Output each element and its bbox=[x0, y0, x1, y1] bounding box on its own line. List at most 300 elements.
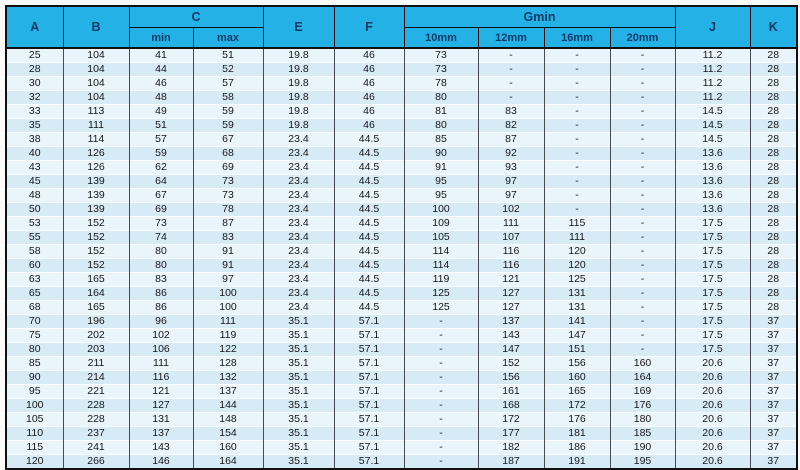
cell: 11.2 bbox=[675, 48, 750, 63]
table-row bbox=[6, 161, 797, 175]
cell: 95 bbox=[6, 385, 63, 399]
cell: 58 bbox=[193, 91, 263, 105]
col-header-f: F bbox=[334, 6, 404, 48]
cell: 83 bbox=[129, 273, 193, 287]
cell: 104 bbox=[63, 77, 129, 91]
cell: - bbox=[610, 329, 675, 343]
cell: 57.1 bbox=[334, 371, 404, 385]
table-row bbox=[6, 343, 797, 357]
cell: 50 bbox=[6, 203, 63, 217]
cell: 55 bbox=[6, 231, 63, 245]
cell: 44.5 bbox=[334, 245, 404, 259]
cell: 82 bbox=[478, 119, 544, 133]
cell: 100 bbox=[193, 301, 263, 315]
cell: 28 bbox=[750, 259, 797, 273]
cell: - bbox=[610, 189, 675, 203]
cell: - bbox=[404, 343, 478, 357]
cell: 35.1 bbox=[263, 441, 334, 455]
cell: 35.1 bbox=[263, 357, 334, 371]
cell: 139 bbox=[63, 189, 129, 203]
cell: 19.8 bbox=[263, 63, 334, 77]
cell: 228 bbox=[63, 399, 129, 413]
table-row bbox=[6, 455, 797, 470]
col-header-g-12mm: 12mm bbox=[478, 28, 544, 49]
cell: - bbox=[610, 48, 675, 63]
cell: 23.4 bbox=[263, 245, 334, 259]
cell: 13.6 bbox=[675, 203, 750, 217]
cell: 114 bbox=[404, 259, 478, 273]
cell: 28 bbox=[750, 231, 797, 245]
cell: - bbox=[404, 441, 478, 455]
cell: - bbox=[610, 133, 675, 147]
cell: 11.2 bbox=[675, 91, 750, 105]
cell: - bbox=[610, 105, 675, 119]
cell: 80 bbox=[404, 119, 478, 133]
cell: 28 bbox=[750, 217, 797, 231]
cell: 41 bbox=[129, 48, 193, 63]
cell: 57.1 bbox=[334, 315, 404, 329]
cell: 14.5 bbox=[675, 133, 750, 147]
cell: 11.2 bbox=[675, 63, 750, 77]
cell: 44.5 bbox=[334, 147, 404, 161]
cell: 46 bbox=[334, 48, 404, 63]
cell: - bbox=[404, 399, 478, 413]
cell: 23.4 bbox=[263, 147, 334, 161]
cell: 37 bbox=[750, 343, 797, 357]
cell: 191 bbox=[544, 455, 610, 470]
cell: 137 bbox=[478, 315, 544, 329]
cell: 97 bbox=[193, 273, 263, 287]
cell: 28 bbox=[750, 175, 797, 189]
cell: - bbox=[544, 147, 610, 161]
cell: 44.5 bbox=[334, 133, 404, 147]
cell: 59 bbox=[193, 105, 263, 119]
table-row bbox=[6, 63, 797, 77]
cell: 20.6 bbox=[675, 455, 750, 470]
cell: 37 bbox=[750, 455, 797, 470]
table-row bbox=[6, 329, 797, 343]
cell: 19.8 bbox=[263, 119, 334, 133]
cell: 104 bbox=[63, 63, 129, 77]
cell: 139 bbox=[63, 175, 129, 189]
cell: 67 bbox=[193, 133, 263, 147]
table-row bbox=[6, 357, 797, 371]
cell: 48 bbox=[129, 91, 193, 105]
cell: 13.6 bbox=[675, 161, 750, 175]
cell: 86 bbox=[129, 287, 193, 301]
cell: 49 bbox=[129, 105, 193, 119]
cell: 90 bbox=[404, 147, 478, 161]
cell: - bbox=[610, 119, 675, 133]
cell: 96 bbox=[129, 315, 193, 329]
col-header-e: E bbox=[263, 6, 334, 48]
col-header-c-max: max bbox=[193, 28, 263, 49]
cell: 44.5 bbox=[334, 161, 404, 175]
table-row bbox=[6, 147, 797, 161]
cell: 92 bbox=[478, 147, 544, 161]
col-header-gmin: Gmin bbox=[404, 6, 675, 28]
cell: 266 bbox=[63, 455, 129, 470]
cell: 60 bbox=[6, 259, 63, 273]
cell: - bbox=[404, 329, 478, 343]
cell: 114 bbox=[404, 245, 478, 259]
cell: 121 bbox=[129, 385, 193, 399]
table-row bbox=[6, 119, 797, 133]
cell: 95 bbox=[404, 189, 478, 203]
cell: 45 bbox=[6, 175, 63, 189]
cell: 35.1 bbox=[263, 385, 334, 399]
cell: 35.1 bbox=[263, 343, 334, 357]
cell: - bbox=[544, 105, 610, 119]
cell: 111 bbox=[478, 217, 544, 231]
cell: 109 bbox=[404, 217, 478, 231]
cell: 32 bbox=[6, 91, 63, 105]
cell: 23.4 bbox=[263, 231, 334, 245]
cell: 119 bbox=[404, 273, 478, 287]
cell: 80 bbox=[129, 259, 193, 273]
cell: 91 bbox=[404, 161, 478, 175]
cell: 23.4 bbox=[263, 273, 334, 287]
cell: 23.4 bbox=[263, 301, 334, 315]
cell: 176 bbox=[544, 413, 610, 427]
cell: 181 bbox=[544, 427, 610, 441]
cell: 86 bbox=[129, 301, 193, 315]
cell: 57.1 bbox=[334, 329, 404, 343]
cell: - bbox=[610, 217, 675, 231]
cell: - bbox=[610, 231, 675, 245]
cell: 17.5 bbox=[675, 301, 750, 315]
cell: 20.6 bbox=[675, 385, 750, 399]
cell: - bbox=[544, 189, 610, 203]
cell: 102 bbox=[478, 203, 544, 217]
cell: 131 bbox=[129, 413, 193, 427]
cell: 28 bbox=[750, 133, 797, 147]
cell: 73 bbox=[193, 189, 263, 203]
cell: 91 bbox=[193, 245, 263, 259]
cell: 114 bbox=[63, 133, 129, 147]
cell: 17.5 bbox=[675, 315, 750, 329]
cell: 120 bbox=[544, 259, 610, 273]
cell: 57 bbox=[193, 77, 263, 91]
cell: 37 bbox=[750, 413, 797, 427]
cell: 143 bbox=[478, 329, 544, 343]
cell: 172 bbox=[478, 413, 544, 427]
cell: 152 bbox=[478, 357, 544, 371]
table-row bbox=[6, 48, 797, 63]
table-row bbox=[6, 217, 797, 231]
cell: - bbox=[404, 315, 478, 329]
cell: - bbox=[610, 315, 675, 329]
table-body bbox=[6, 48, 797, 469]
cell: 106 bbox=[129, 343, 193, 357]
cell: 23.4 bbox=[263, 133, 334, 147]
cell: 28 bbox=[750, 105, 797, 119]
cell: 116 bbox=[478, 259, 544, 273]
cell: - bbox=[404, 371, 478, 385]
cell: 93 bbox=[478, 161, 544, 175]
cell: 35.1 bbox=[263, 329, 334, 343]
col-header-g-20mm: 20mm bbox=[610, 28, 675, 49]
table-row bbox=[6, 77, 797, 91]
cell: 20.6 bbox=[675, 399, 750, 413]
cell: 152 bbox=[63, 259, 129, 273]
cell: 105 bbox=[404, 231, 478, 245]
cell: - bbox=[544, 119, 610, 133]
cell: 176 bbox=[610, 399, 675, 413]
cell: 119 bbox=[193, 329, 263, 343]
cell: 64 bbox=[129, 175, 193, 189]
col-header-c-min: min bbox=[129, 28, 193, 49]
cell: - bbox=[544, 48, 610, 63]
table-row bbox=[6, 385, 797, 399]
cell: - bbox=[404, 385, 478, 399]
cell: 17.5 bbox=[675, 287, 750, 301]
cell: 73 bbox=[404, 63, 478, 77]
cell: 85 bbox=[404, 133, 478, 147]
cell: 40 bbox=[6, 147, 63, 161]
table-row bbox=[6, 245, 797, 259]
cell: 35.1 bbox=[263, 371, 334, 385]
cell: - bbox=[610, 175, 675, 189]
cell: - bbox=[544, 161, 610, 175]
cell: 164 bbox=[63, 287, 129, 301]
cell: - bbox=[610, 259, 675, 273]
cell: 51 bbox=[129, 119, 193, 133]
cell: 237 bbox=[63, 427, 129, 441]
cell: 120 bbox=[544, 245, 610, 259]
cell: 113 bbox=[63, 105, 129, 119]
cell: - bbox=[610, 161, 675, 175]
table-row bbox=[6, 427, 797, 441]
table-row bbox=[6, 413, 797, 427]
cell: 115 bbox=[544, 217, 610, 231]
cell: 37 bbox=[750, 385, 797, 399]
cell: 160 bbox=[544, 371, 610, 385]
cell: 20.6 bbox=[675, 413, 750, 427]
cell: 17.5 bbox=[675, 231, 750, 245]
col-header-g-16mm: 16mm bbox=[544, 28, 610, 49]
cell: 28 bbox=[750, 91, 797, 105]
cell: 13.6 bbox=[675, 189, 750, 203]
cell: 13.6 bbox=[675, 147, 750, 161]
cell: 23.4 bbox=[263, 259, 334, 273]
cell: 165 bbox=[63, 301, 129, 315]
cell: 57.1 bbox=[334, 357, 404, 371]
cell: - bbox=[404, 455, 478, 470]
cell: 143 bbox=[129, 441, 193, 455]
cell: 73 bbox=[193, 175, 263, 189]
cell: 20.6 bbox=[675, 427, 750, 441]
cell: 20.6 bbox=[675, 371, 750, 385]
cell: 164 bbox=[610, 371, 675, 385]
table-row bbox=[6, 273, 797, 287]
cell: 37 bbox=[750, 427, 797, 441]
cell: 44.5 bbox=[334, 301, 404, 315]
cell: 195 bbox=[610, 455, 675, 470]
cell: 23.4 bbox=[263, 287, 334, 301]
cell: 38 bbox=[6, 133, 63, 147]
cell: 44 bbox=[129, 63, 193, 77]
cell: 152 bbox=[63, 231, 129, 245]
cell: - bbox=[610, 63, 675, 77]
cell: - bbox=[610, 287, 675, 301]
cell: 169 bbox=[610, 385, 675, 399]
table-row bbox=[6, 133, 797, 147]
cell: 241 bbox=[63, 441, 129, 455]
cell: 35 bbox=[6, 119, 63, 133]
cell: 90 bbox=[6, 371, 63, 385]
cell: 62 bbox=[129, 161, 193, 175]
cell: - bbox=[544, 91, 610, 105]
cell: 156 bbox=[478, 371, 544, 385]
table-row bbox=[6, 231, 797, 245]
cell: 43 bbox=[6, 161, 63, 175]
cell: 52 bbox=[193, 63, 263, 77]
cell: 57 bbox=[129, 133, 193, 147]
cell: 97 bbox=[478, 175, 544, 189]
cell: 196 bbox=[63, 315, 129, 329]
cell: 161 bbox=[478, 385, 544, 399]
cell: 44.5 bbox=[334, 175, 404, 189]
cell: 28 bbox=[750, 63, 797, 77]
cell: 46 bbox=[129, 77, 193, 91]
cell: 83 bbox=[478, 105, 544, 119]
table-row bbox=[6, 287, 797, 301]
cell: 37 bbox=[750, 315, 797, 329]
cell: 78 bbox=[404, 77, 478, 91]
cell: - bbox=[610, 91, 675, 105]
cell: - bbox=[610, 273, 675, 287]
cell: 127 bbox=[478, 301, 544, 315]
cell: - bbox=[404, 413, 478, 427]
cell: 120 bbox=[6, 455, 63, 470]
cell: 132 bbox=[193, 371, 263, 385]
cell: 28 bbox=[750, 203, 797, 217]
cell: 17.5 bbox=[675, 245, 750, 259]
cell: 57.1 bbox=[334, 455, 404, 470]
table-row bbox=[6, 91, 797, 105]
cell: 17.5 bbox=[675, 329, 750, 343]
table-row bbox=[6, 315, 797, 329]
cell: 182 bbox=[478, 441, 544, 455]
cell: 95 bbox=[404, 175, 478, 189]
cell: 19.8 bbox=[263, 77, 334, 91]
cell: 122 bbox=[193, 343, 263, 357]
cell: 68 bbox=[193, 147, 263, 161]
cell: 44.5 bbox=[334, 287, 404, 301]
table-row bbox=[6, 441, 797, 455]
cell: - bbox=[544, 203, 610, 217]
cell: 35.1 bbox=[263, 315, 334, 329]
dimension-spec-table bbox=[5, 5, 798, 470]
cell: 35.1 bbox=[263, 427, 334, 441]
cell: 28 bbox=[750, 119, 797, 133]
cell: 80 bbox=[404, 91, 478, 105]
cell: 203 bbox=[63, 343, 129, 357]
table-row bbox=[6, 105, 797, 119]
cell: - bbox=[610, 343, 675, 357]
cell: 28 bbox=[750, 147, 797, 161]
cell: 65 bbox=[6, 287, 63, 301]
cell: 69 bbox=[193, 161, 263, 175]
cell: - bbox=[610, 77, 675, 91]
cell: 28 bbox=[750, 287, 797, 301]
cell: 221 bbox=[63, 385, 129, 399]
cell: 115 bbox=[6, 441, 63, 455]
cell: - bbox=[610, 147, 675, 161]
col-header-a: A bbox=[6, 6, 63, 48]
cell: 59 bbox=[193, 119, 263, 133]
col-header-g-10mm: 10mm bbox=[404, 28, 478, 49]
cell: 33 bbox=[6, 105, 63, 119]
col-header-k: K bbox=[750, 6, 797, 48]
cell: 147 bbox=[544, 329, 610, 343]
cell: 177 bbox=[478, 427, 544, 441]
cell: 104 bbox=[63, 48, 129, 63]
cell: 105 bbox=[6, 413, 63, 427]
cell: 57.1 bbox=[334, 343, 404, 357]
cell: 85 bbox=[6, 357, 63, 371]
cell: 46 bbox=[334, 77, 404, 91]
cell: 19.8 bbox=[263, 105, 334, 119]
cell: 57.1 bbox=[334, 441, 404, 455]
cell: 68 bbox=[6, 301, 63, 315]
cell: 100 bbox=[6, 399, 63, 413]
cell: 111 bbox=[193, 315, 263, 329]
cell: 57.1 bbox=[334, 399, 404, 413]
cell: 28 bbox=[750, 245, 797, 259]
cell: 53 bbox=[6, 217, 63, 231]
cell: 28 bbox=[750, 48, 797, 63]
cell: 111 bbox=[544, 231, 610, 245]
cell: 180 bbox=[610, 413, 675, 427]
col-header-c: C bbox=[129, 6, 263, 28]
cell: 152 bbox=[63, 245, 129, 259]
cell: 57.1 bbox=[334, 413, 404, 427]
cell: 37 bbox=[750, 357, 797, 371]
cell: 125 bbox=[404, 301, 478, 315]
cell: 165 bbox=[63, 273, 129, 287]
cell: 35.1 bbox=[263, 413, 334, 427]
cell: 44.5 bbox=[334, 189, 404, 203]
col-header-b: B bbox=[63, 6, 129, 48]
cell: 128 bbox=[193, 357, 263, 371]
cell: 67 bbox=[129, 189, 193, 203]
cell: 83 bbox=[193, 231, 263, 245]
cell: 37 bbox=[750, 329, 797, 343]
cell: 28 bbox=[750, 189, 797, 203]
col-header-j: J bbox=[675, 6, 750, 48]
cell: 35.1 bbox=[263, 455, 334, 470]
cell: 57.1 bbox=[334, 427, 404, 441]
cell: 44.5 bbox=[334, 217, 404, 231]
cell: 228 bbox=[63, 413, 129, 427]
cell: 19.8 bbox=[263, 91, 334, 105]
cell: 126 bbox=[63, 147, 129, 161]
cell: 126 bbox=[63, 161, 129, 175]
cell: 121 bbox=[478, 273, 544, 287]
cell: 17.5 bbox=[675, 343, 750, 357]
cell: 46 bbox=[334, 63, 404, 77]
cell: 37 bbox=[750, 371, 797, 385]
cell: 46 bbox=[334, 91, 404, 105]
cell: 139 bbox=[63, 203, 129, 217]
cell: 131 bbox=[544, 301, 610, 315]
cell: 168 bbox=[478, 399, 544, 413]
cell: - bbox=[610, 301, 675, 315]
cell: - bbox=[478, 77, 544, 91]
cell: 44.5 bbox=[334, 231, 404, 245]
